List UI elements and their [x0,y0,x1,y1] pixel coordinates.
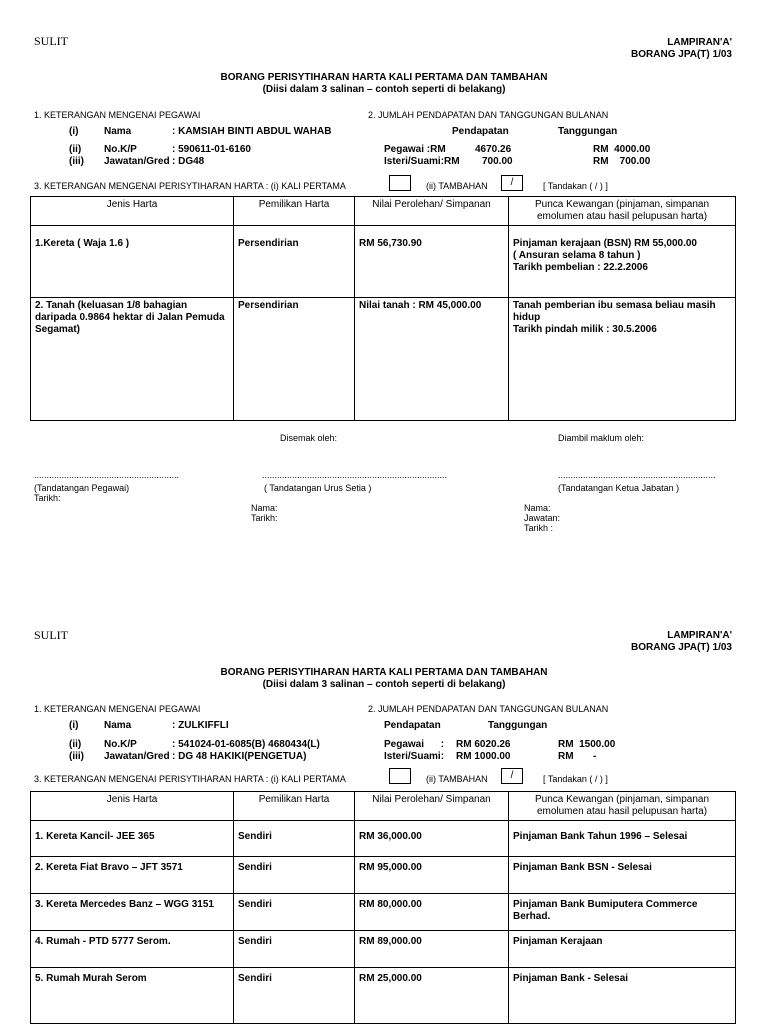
tarikh-urus-setia: Tarikh: [251,513,278,523]
signature-line-urus-setia: .......................................................................... [262,470,448,480]
harta-table [30,791,736,1024]
tandakan-note: [ Tandakan ( / ) ] [543,774,608,784]
section-1-heading: 1. KETERANGAN MENGENAI PEGAWAI [34,110,201,120]
tanggungan-pegawai: RM 4000.00 [593,144,651,155]
nama-urus-setia: Nama: [251,503,278,513]
income-pegawai-label: Pegawai :RM [384,144,446,155]
income-pegawai-label: Pegawai : [384,739,445,750]
header-punca: Punca Kewangan (pinjaman, simpanan emolumen atau hasil pelupusan harta) [509,197,736,226]
punca-line: Tarikh pindah milik : 30.5.2006 [513,324,657,335]
jenis-cell: 5. Rumah Murah Serom [35,973,147,984]
pemilikan-cell: Sendiri [238,862,272,873]
jenis-cell: 1.Kereta ( Waja 1.6 ) [35,238,130,249]
jawatan-value: : DG48 [172,156,205,167]
header-jenis-harta: Jenis Harta [31,197,234,226]
nokp-value: : 541024-01-6085(B) 4680434(L) [172,739,320,750]
nama-ketua: Nama: [524,503,551,513]
table-row [31,894,736,931]
pemilikan-cell: Sendiri [238,899,272,910]
table-row [31,226,736,298]
borang-code: BORANG JPA(T) 1/03 [631,642,732,653]
punca-line: Tanah pemberian ibu semasa beliau masih hidup [513,300,716,323]
tambahan-label: (ii) TAMBAHAN [426,181,488,191]
jenis-cell: 2. Kereta Fiat Bravo – JFT 3571 [35,862,183,873]
section-3-heading: 3. KETERANGAN MENGENAI PERISYTIHARAN HARTA : (i) KALI PERTAMA [34,181,346,191]
roman-ii: (ii) [69,144,82,155]
punca-line: Pinjaman Bank Tahun 1996 – Selesai [513,831,688,842]
signature-line-pegawai: .......................................................... [34,470,180,480]
tambahan-label: (ii) TAMBAHAN [426,774,488,784]
header-nilai: Nilai Perolehan/ Simpanan [355,792,509,821]
sulit-label: SULIT [34,34,68,48]
lampiran-label: LAMPIRAN'A' [667,37,732,48]
nilai-cell: RM 80,000.00 [359,899,422,910]
pemilikan-cell: Persendirian [238,300,299,311]
header-jenis-harta: Jenis Harta [31,792,234,821]
punca-line: Pinjaman Kerajaan [513,936,603,947]
header-punca: Punca Kewangan (pinjaman, simpanan emolumen atau hasil pelupusan harta) [509,792,736,821]
signature-line-ketua: ............................................................... [558,470,716,480]
nokp-label: No.K/P [104,144,137,155]
table-row [31,821,736,857]
tanggungan-header: Tanggungan [488,720,548,731]
pendapatan-header: Pendapatan [452,126,509,137]
table-header-row [31,792,736,821]
punca-line: Pinjaman Bank BSN - Selesai [513,862,652,873]
section-3-heading: 3. KETERANGAN MENGENAI PERISYTIHARAN HARTA : (i) KALI PERTAMA [34,774,346,784]
disemak-label: Disemak oleh: [280,433,338,443]
tanggungan-pegawai: RM 1500.00 [558,739,616,750]
section-1-heading: 1. KETERANGAN MENGENAI PEGAWAI [34,704,201,714]
punca-line: Pinjaman kerajaan (BSN) RM 55,000.00 [513,238,697,249]
income-pegawai-amount: 4670.26 [475,144,512,155]
jenis-cell: 3. Kereta Mercedes Banz – WGG 3151 [35,899,214,910]
table-row [31,857,736,894]
borang-code: BORANG JPA(T) 1/03 [631,49,732,60]
jenis-cell: 4. Rumah - PTD 5777 Serom. [35,936,171,947]
nilai-cell: Nilai tanah : RM 45,000.00 [359,300,482,311]
jawatan-label: Jawatan/Gred [104,751,170,762]
roman-i: (i) [69,720,79,731]
form-title: BORANG PERISYTIHARAN HARTA KALI PERTAMA DAN TAMBAHAN [220,667,548,678]
pemilikan-cell: Sendiri [238,973,272,984]
nilai-cell: RM 89,000.00 [359,936,422,947]
form-title: BORANG PERISYTIHARAN HARTA KALI PERTAMA DAN TAMBAHAN [220,72,548,83]
kali-pertama-checkbox[interactable] [389,175,411,191]
income-isteri-label: Isteri/Suami:RM [384,156,460,167]
section-2-heading: 2. JUMLAH PENDAPATAN DAN TANGGUNGAN BULANAN [368,704,609,714]
pendapatan-header: Pendapatan [384,720,441,731]
header-pemilikan: Pemilikan Harta [234,197,355,226]
form-subtitle: (Diisi dalam 3 salinan – contoh seperti di belakang) [262,679,506,690]
tarikh-ketua: Tarikh : [524,523,554,533]
nokp-value: : 590611-01-6160 [172,144,251,155]
jenis-cell: 1. Kereta Kancil- JEE 365 [35,831,155,842]
punca-line: Pinjaman Bank - Selesai [513,973,629,984]
lampiran-label: LAMPIRAN'A' [667,630,732,641]
sulit-label: SULIT [34,628,68,642]
pemilikan-cell: Persendirian [238,238,299,249]
tanggungan-isteri: RM 700.00 [593,156,651,167]
nama-value: : KAMSIAH BINTI ABDUL WAHAB [172,126,332,137]
nokp-label: No.K/P [104,739,137,750]
roman-iii: (iii) [69,751,84,762]
nilai-cell: RM 25,000.00 [359,973,422,984]
tambahan-checkbox[interactable]: / [501,175,523,191]
tarikh-pegawai: Tarikh: [34,493,61,503]
nama-label: Nama [104,126,132,137]
tandakan-note: [ Tandakan ( / ) ] [543,181,608,191]
nama-value: : ZULKIFFLI [172,720,229,731]
section-2-heading: 2. JUMLAH PENDAPATAN DAN TANGGUNGAN BULANAN [368,110,609,120]
pemilikan-cell: Sendiri [238,936,272,947]
roman-ii: (ii) [69,739,82,750]
income-isteri-amount: 700.00 [482,156,513,167]
punca-line: ( Ansuran selama 8 tahun ) [513,250,641,261]
nama-label: Nama [104,720,132,731]
income-pegawai-amount: RM 6020.26 [456,739,511,750]
jawatan-label: Jawatan/Gred [104,156,170,167]
tandatangan-urus-setia: ( Tandatangan Urus Setia ) [264,483,372,493]
roman-iii: (iii) [69,156,84,167]
kali-pertama-checkbox[interactable] [389,768,411,784]
punca-line: Tarikh pembelian : 22.2.2006 [513,262,648,273]
header-nilai: Nilai Perolehan/ Simpanan [355,197,509,226]
income-isteri-label: Isteri/Suami: [384,751,445,762]
tanggungan-header: Tanggungan [558,126,618,137]
table-row [31,298,736,421]
income-isteri-amount: RM 1000.00 [456,751,511,762]
tandatangan-pegawai: (Tandatangan Pegawai) [34,483,130,493]
form-subtitle: (Diisi dalam 3 salinan – contoh seperti di belakang) [262,84,506,95]
roman-i: (i) [69,126,79,137]
table-header-row [31,197,736,226]
diambil-label: Diambil maklum oleh: [558,433,645,443]
harta-table [30,196,736,421]
table-row [31,968,736,1024]
jawatan-value: : DG 48 HAKIKI(PENGETUA) [172,751,307,762]
jenis-cell: 2. Tanah (keluasan 1/8 bahagian daripada 0.9864 hektar di Jalan Pemuda Segamat) [35,300,225,335]
tanggungan-isteri: RM - [558,751,597,762]
tambahan-checkbox[interactable]: / [501,768,523,784]
jawatan-ketua: Jawatan: [524,513,561,523]
nilai-cell: RM 95,000.00 [359,862,422,873]
header-pemilikan: Pemilikan Harta [234,792,355,821]
nilai-cell: RM 36,000.00 [359,831,422,842]
table-row [31,931,736,968]
punca-line: Pinjaman Bank Bumiputera Commerce Berhad. [513,899,698,922]
nilai-cell: RM 56,730.90 [359,238,422,249]
tandatangan-ketua: (Tandatangan Ketua Jabatan ) [558,483,680,493]
pemilikan-cell: Sendiri [238,831,272,842]
